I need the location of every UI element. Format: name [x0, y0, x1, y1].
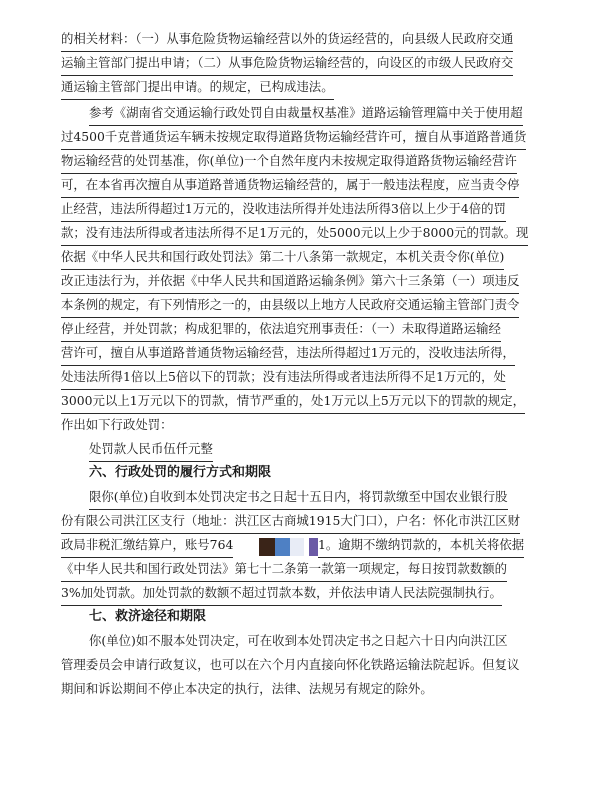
body-line: 本条例的规定，有下列情形之一的，由县级以上地方人民政府交通运输主管部门责令	[61, 293, 519, 318]
body-line: 3%加处罚款。加处罚款的数额不超过罚款本数，并依法申请人民法院强制执行。	[61, 581, 502, 606]
body-line: 通运输主管部门提出申请。的规定，已构成违法。	[61, 75, 334, 100]
body-line: 款；没有违法所得或者违法所得不足1万元的，处5000元以上少于8000元的罚款。现	[61, 221, 528, 246]
body-line: 限你(单位)自收到本处罚决定书之日起十五日内，将罚款缴至中国农业银行股	[89, 485, 508, 510]
body-line: 管理委员会申请行政复议，也可以在六个月内直接向怀化铁路运输法院起诉。但复议	[61, 657, 520, 672]
body-line: 你(单位)如不服本处罚决定，可在收到本处罚决定书之日起六十日内向洪江区	[89, 633, 508, 648]
section-heading-7: 七、救济途径和期限	[89, 609, 207, 624]
body-line: 作出如下行政处罚：	[61, 417, 173, 432]
body-line: 过4500千克普通货运车辆未按规定取得道路货物运输经营许可，擅自从事道路普通货	[61, 125, 526, 150]
redaction-block	[275, 538, 290, 556]
body-line: 营许可，擅自从事道路普通货物运输经营，违法所得超过1万元的，没收违法所得，	[61, 341, 515, 366]
body-line: 可，在本省再次擅自从事道路普通货物运输经营的，属于一般违法程度，应当责令停	[61, 173, 519, 198]
body-line: 政局非税汇缴结算户，账号764	[61, 533, 233, 558]
body-line: 停止经营，并处罚款；构成犯罪的，依法追究刑事责任：（一）未取得道路运输经	[61, 317, 501, 342]
redaction-block	[259, 538, 275, 556]
body-line: 参考《湖南省交通运输行政处罚自由裁量权基准》道路运输管理篇中关于使用超	[89, 101, 523, 126]
body-line: 改正违法行为，并依据《中华人民共和国道路运输条例》第六十三条第（一）项违反	[61, 269, 519, 294]
redaction-block	[309, 538, 318, 556]
body-line: 3000元以上1万元以下的罚款，情节严重的，处1万元以上5万元以下的罚款的规定，	[61, 389, 525, 414]
redaction-block	[290, 538, 304, 556]
body-line: 份有限公司洪江区支行（地址：洪江区古商城1915大门口），户名：怀化市洪江区财	[61, 509, 520, 534]
penalty-amount: 处罚款人民币伍仟元整	[89, 437, 213, 462]
section-heading-6: 六、行政处罚的履行方式和期限	[89, 465, 272, 480]
body-line: 运输主管部门提出申请；（二）从事危险货物运输经营的，向设区的市级人民政府交	[61, 51, 513, 76]
body-line: 《中华人民共和国行政处罚法》第七十二条第一款第一项规定，每日按罚款数额的	[61, 557, 507, 582]
body-line: 的相关材料：（一）从事危险货物运输经营以外的货运经营的，向县级人民政府交通	[61, 27, 513, 52]
body-line: 止经营，违法所得超过1万元的，没收违法所得并处违法所得3倍以上少于4倍的罚	[61, 197, 506, 222]
body-line: 物运输经营的处罚基准，你(单位)一个自然年度内未按规定取得道路货物运输经营许	[61, 149, 517, 174]
body-line: 依据《中华人民共和国行政处罚法》第二十八条第一款规定，本机关责令你(单位)	[61, 245, 504, 270]
body-line: 处违法所得1倍以上5倍以下的罚款；没有违法所得或者违法所得不足1万元的，处	[61, 365, 506, 390]
body-line: 期间和诉讼期间不停止本决定的执行，法律、法规另有规定的除外。	[61, 681, 433, 696]
body-line: 1。逾期不缴纳罚款的，本机关将依据	[318, 533, 524, 558]
